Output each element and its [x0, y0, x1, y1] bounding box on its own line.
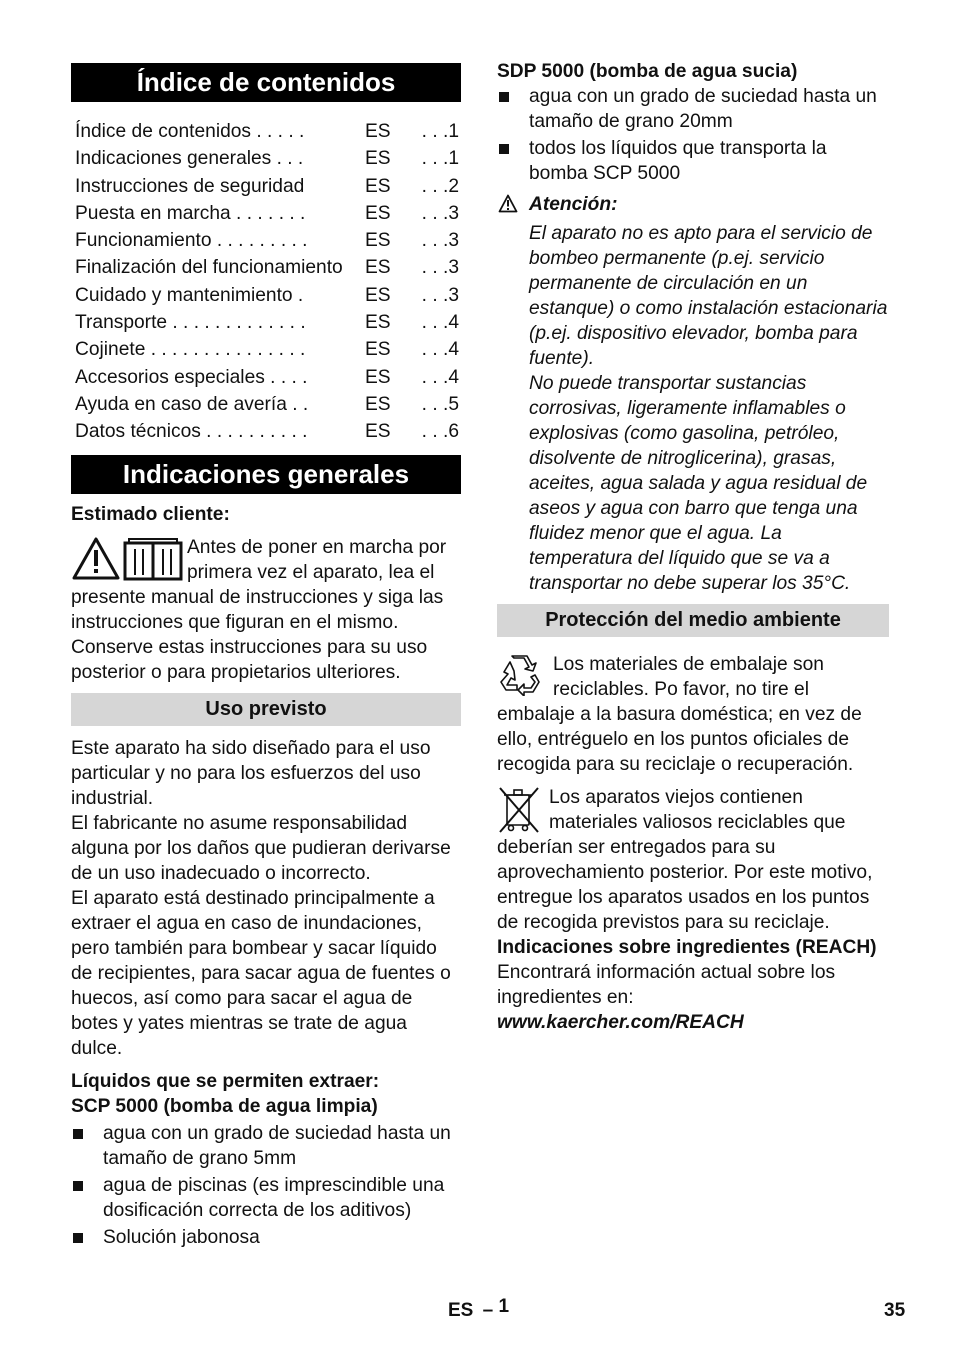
toc-entry-page: . . .3 — [421, 284, 459, 306]
sdp-item: agua con un grado de suciedad hasta un tamaño de grano 20mm — [497, 84, 889, 134]
toc-list — [75, 118, 461, 446]
intended-use-heading: Uso previsto — [71, 693, 461, 726]
toc-entry-title: Cojinete . . . . . . . . . . . . . . . — [75, 339, 306, 361]
reach-heading: Indicaciones sobre ingredientes (REACH) — [497, 937, 877, 958]
toc-entry-page: . . .1 — [421, 121, 459, 142]
intended-use-p3: El aparato está destinado principalmente a extraer el agua en caso de inundaciones, pero también para bombear y sacar líquido de recipientes, para sacar agua de fuentes o huecos, así como para sacar el agua de botes y yates mientras se trate de agua dulce. — [71, 887, 451, 1059]
crossed-bin-icon — [497, 785, 541, 835]
sdp-heading: SDP 5000 (bomba de agua sucia) — [497, 61, 798, 82]
toc-entry[interactable] — [75, 145, 461, 172]
toc-entry-page: . . .4 — [421, 312, 459, 334]
toc-entry-title: Finalización del funcionamiento — [75, 257, 343, 279]
toc-entry-title: Cuidado y mantenimiento . — [75, 284, 304, 306]
toc-entry-lang: ES — [365, 175, 391, 197]
recycling-icon — [497, 652, 541, 696]
footer-dash: – — [482, 1300, 494, 1321]
warning-icon — [498, 194, 518, 220]
toc-entry-lang: ES — [365, 421, 391, 443]
environment-p2: Los aparatos viejos contienen materiales valiosos reciclables que deberían ser entregados para su aprovechamiento posterior. Por este motivo, entregue los aparatos usados en los puntos de recogida previstos para su reciclaje. — [497, 787, 873, 933]
toc-heading: Índice de contenidos — [71, 63, 461, 102]
scp-item: Solución jabonosa — [71, 1225, 461, 1250]
toc-entry-title: Funcionamiento . . . . . . . . . — [75, 230, 308, 252]
footer-section-page: 1 — [498, 1296, 510, 1317]
toc-entry-lang: ES — [365, 230, 391, 252]
toc-entry[interactable] — [75, 227, 461, 254]
intended-use-p2: El fabricante no asume responsabilidad alguna por los daños que pudieran derivarse de un uso inadecuado o incorrecto. — [71, 812, 451, 884]
attention-p1: El aparato no es apto para el servicio de bombeo permanente (p.ej. servicio permanente de circulación en un estanque) o como instalación estacionaria (p.ej. dispositivo elevador, bomba para fuente). — [529, 223, 888, 369]
toc-entry-lang: ES — [365, 284, 391, 306]
toc-entry-page: . . .1 — [421, 148, 459, 170]
intro-text: Antes de poner en marcha por primera vez el aparato, lea el presente manual de instrucciones y siga las instrucciones que figuran en el mismo. Conserve estas instrucciones para su uso posterior o para propietarios ulteriores. — [71, 536, 447, 683]
page-number: 35 — [884, 1300, 906, 1321]
toc-entry[interactable] — [75, 118, 461, 145]
sdp-item: todos los líquidos que transporta la bomba SCP 5000 — [497, 136, 889, 186]
left-column — [71, 63, 461, 1252]
scp-item: agua con un grado de suciedad hasta un tamaño de grano 5mm — [71, 1121, 461, 1171]
scp-item: agua de piscinas (es imprescindible una dosificación correcta de los aditivos) — [71, 1173, 461, 1223]
toc-entry-title: Instrucciones de seguridad — [75, 175, 305, 197]
warning-manual-icon — [71, 535, 183, 583]
toc-entry-lang: ES — [365, 121, 391, 142]
toc-entry-lang: ES — [365, 393, 391, 415]
toc-entry[interactable] — [75, 364, 461, 391]
toc-entry[interactable] — [75, 418, 461, 445]
environment-p1: Los materiales de embalaje son reciclables. Po favor, no tire el embalaje a la basura doméstica; en vez de ello, entréguelo en los puntos oficiales de recogida para su reciclaje o recuperación. — [497, 654, 862, 775]
attention-label: Atención: — [529, 194, 618, 215]
toc-entry-title: Indicaciones generales . . . — [75, 148, 304, 170]
environment-heading: Protección del medio ambiente — [497, 604, 889, 637]
right-column — [497, 59, 889, 1035]
liquids-heading: Líquidos que se permiten extraer: — [71, 1070, 380, 1092]
toc-entry[interactable] — [75, 336, 461, 363]
toc-entry-page: . . .3 — [421, 202, 459, 224]
toc-entry-page: . . .3 — [421, 230, 459, 252]
toc-entry-lang: ES — [365, 148, 391, 170]
toc-entry-lang: ES — [365, 366, 391, 388]
toc-entry[interactable] — [75, 309, 461, 336]
toc-entry[interactable] — [75, 200, 461, 227]
footer-section-label — [448, 1298, 509, 1323]
toc-entry[interactable] — [75, 282, 461, 309]
scp-heading: SCP 5000 (bomba de agua limpia) — [71, 1095, 378, 1117]
toc-entry-title: Ayuda en caso de avería . . — [75, 393, 309, 415]
toc-entry-lang: ES — [365, 339, 391, 361]
toc-entry-page: . . .2 — [421, 175, 459, 197]
toc-entry[interactable] — [75, 391, 461, 418]
toc-entry-title: Accesorios especiales . . . . — [75, 366, 308, 388]
reach-link[interactable]: www.kaercher.com/REACH — [497, 1012, 744, 1033]
toc-entry[interactable] — [75, 173, 461, 200]
toc-entry-page: . . .5 — [421, 393, 459, 415]
toc-entry-lang: ES — [365, 257, 391, 279]
toc-entry-page: . . .6 — [421, 421, 459, 443]
toc-entry-lang: ES — [365, 202, 391, 224]
toc-entry-page: . . .4 — [421, 366, 459, 388]
toc-entry[interactable] — [75, 254, 461, 281]
toc-entry-title: Índice de contenidos . . . . . — [75, 121, 305, 142]
greeting: Estimado cliente: — [71, 503, 230, 525]
reach-text: Encontrará información actual sobre los ingredientes en: — [497, 962, 836, 1008]
toc-entry-page: . . .3 — [421, 257, 459, 279]
footer-lang: ES — [448, 1300, 474, 1321]
intended-use-p1: Este aparato ha sido diseñado para el uso particular y no para los esfuerzos del uso industrial. — [71, 737, 431, 809]
toc-entry-title: Datos técnicos . . . . . . . . . . — [75, 421, 308, 443]
toc-entry-title: Transporte . . . . . . . . . . . . . — [75, 312, 306, 334]
toc-entry-lang: ES — [365, 312, 391, 334]
general-heading: Indicaciones generales — [71, 455, 461, 494]
attention-p2: No puede transportar sustancias corrosivas, ligeramente inflamables o explosivas (como gasolina, petróleo, disolvente de nitroglicerina), grasas, aceites, agua salada y agua residual de aseos y agua con barro que tenga una fluidez menor que el agua. La temperatura del líquido que se va a transportar no debe superar los 35°C. — [529, 373, 868, 594]
toc-entry-title: Puesta en marcha . . . . . . . — [75, 202, 306, 224]
toc-entry-page: . . .4 — [421, 339, 459, 361]
